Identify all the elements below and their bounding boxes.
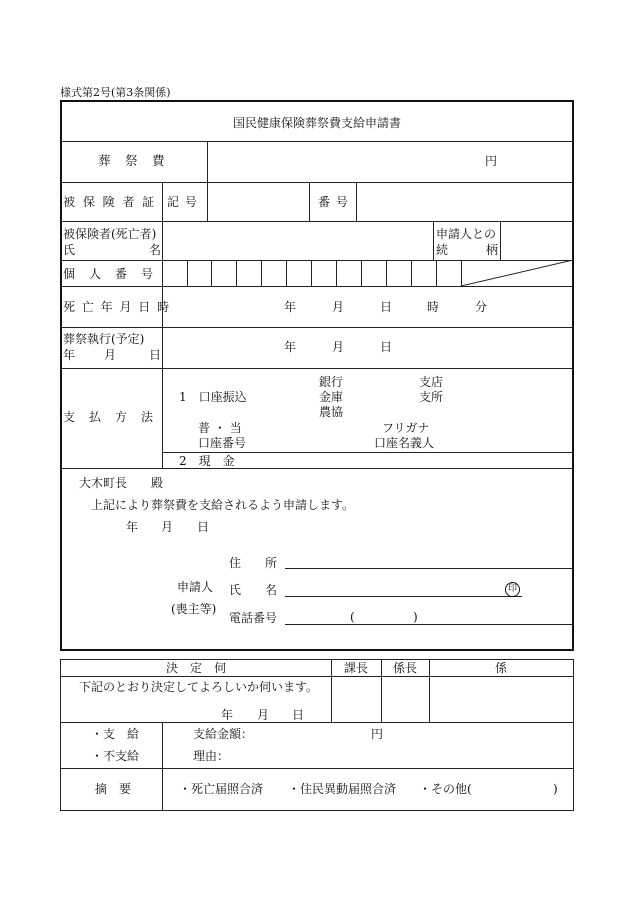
- approval-day: 日: [292, 708, 305, 722]
- staff-label: 係: [494, 661, 507, 675]
- applicant-sub: (喪主等): [171, 602, 217, 616]
- deceased-label: 被保険者(死亡者): [63, 227, 157, 241]
- account-type-label: 普 ・ 当: [198, 421, 242, 435]
- no-pay-option: ・不支給: [91, 749, 140, 763]
- check-other: ・その他(: [419, 782, 472, 796]
- check-death-notice: ・死亡届照合済: [179, 782, 264, 796]
- funeral-date-label-d: 日: [149, 348, 162, 362]
- deceased-label-shi: 氏: [63, 243, 76, 257]
- relation-label-gara: 柄: [486, 243, 499, 257]
- funeral-cost-label: 葬 祭 費: [98, 153, 166, 168]
- payment-method-label: 支 払 方 法: [63, 410, 155, 424]
- personal-number-label: 個 人 番 号: [63, 267, 155, 281]
- shinkin-label: 金庫: [319, 390, 344, 404]
- symbol-label: 記 号: [167, 195, 198, 209]
- diagonal-slash: [461, 260, 573, 286]
- death-hour: 時: [427, 300, 440, 314]
- branch2-label: 支所: [419, 390, 444, 404]
- approval-text: 下記のとおり決定してよろしいか伺います。: [79, 680, 319, 694]
- death-month: 月: [332, 300, 345, 314]
- relation-label: 申請人との: [436, 227, 497, 241]
- phone-paren-close: ): [413, 610, 418, 624]
- form-number: 様式第2号(第3条関係): [60, 86, 171, 99]
- branch-label: 支店: [419, 375, 444, 389]
- funeral-date-label-y: 年: [63, 348, 76, 362]
- payment-option-cash: 2 現 金: [179, 454, 235, 468]
- funeral-year: 年: [284, 340, 297, 354]
- check-other-close: ): [553, 782, 558, 796]
- furigana-label: フリガナ: [382, 421, 430, 435]
- relation-label-zoku: 続: [436, 243, 449, 257]
- phone-label: 電話番号: [229, 611, 278, 625]
- decision-header: 決 定 伺: [165, 661, 226, 675]
- seal-icon: 印: [505, 582, 520, 597]
- declaration-year: 年: [126, 520, 139, 534]
- account-number-label: 口座番号: [198, 436, 247, 450]
- approval-month: 月: [257, 708, 270, 722]
- funeral-month: 月: [332, 340, 345, 354]
- funeral-cost-yen: 円: [485, 154, 498, 168]
- amount-label: 支給金額：: [193, 727, 254, 741]
- number-label: 番 号: [318, 195, 349, 209]
- payment-option-transfer: 1 口座振込: [179, 390, 247, 404]
- bank-label: 銀行: [319, 375, 344, 389]
- applicant-name-label: 氏 名: [229, 583, 278, 597]
- addressee: 大木町長 殿: [79, 476, 164, 490]
- section-chief-label: 課長: [343, 661, 368, 675]
- summary-label: 摘 要: [95, 782, 132, 796]
- funeral-date-label: 葬祭執行(予定): [63, 332, 145, 346]
- declaration-month: 月: [161, 520, 174, 534]
- funeral-day: 日: [380, 340, 393, 354]
- declaration-day: 日: [197, 520, 210, 534]
- applicant-label: 申請人: [177, 580, 214, 594]
- nokyo-label: 農協: [319, 405, 344, 419]
- death-minute: 分: [475, 300, 488, 314]
- approval-year: 年: [221, 708, 234, 722]
- insured-card-label: 被 保 険 者 証: [63, 195, 157, 209]
- amount-yen: 円: [371, 727, 384, 741]
- pay-option: ・支 給: [91, 727, 140, 741]
- funeral-date-label-m: 月: [104, 348, 117, 362]
- phone-line[interactable]: [285, 624, 572, 625]
- deceased-label-mei: 名: [149, 243, 162, 257]
- death-day: 日: [380, 300, 393, 314]
- death-year: 年: [284, 300, 297, 314]
- phone-paren-open: (: [350, 610, 355, 624]
- form-title: 国民健康保険葬祭費支給申請書: [232, 116, 401, 130]
- name-line[interactable]: [285, 596, 522, 597]
- address-line[interactable]: [285, 568, 572, 569]
- declaration-text: 上記により葬祭費を支給されるよう申請します。: [91, 498, 355, 512]
- reason-label: 理由：: [193, 749, 230, 763]
- death-datetime-label: 死 亡 年 月 日 時: [63, 300, 171, 314]
- address-label: 住 所: [229, 556, 278, 570]
- subsection-chief-label: 係長: [392, 661, 417, 675]
- check-resident-notice: ・住民異動届照合済: [288, 782, 397, 796]
- account-holder-label: 口座名義人: [374, 436, 435, 450]
